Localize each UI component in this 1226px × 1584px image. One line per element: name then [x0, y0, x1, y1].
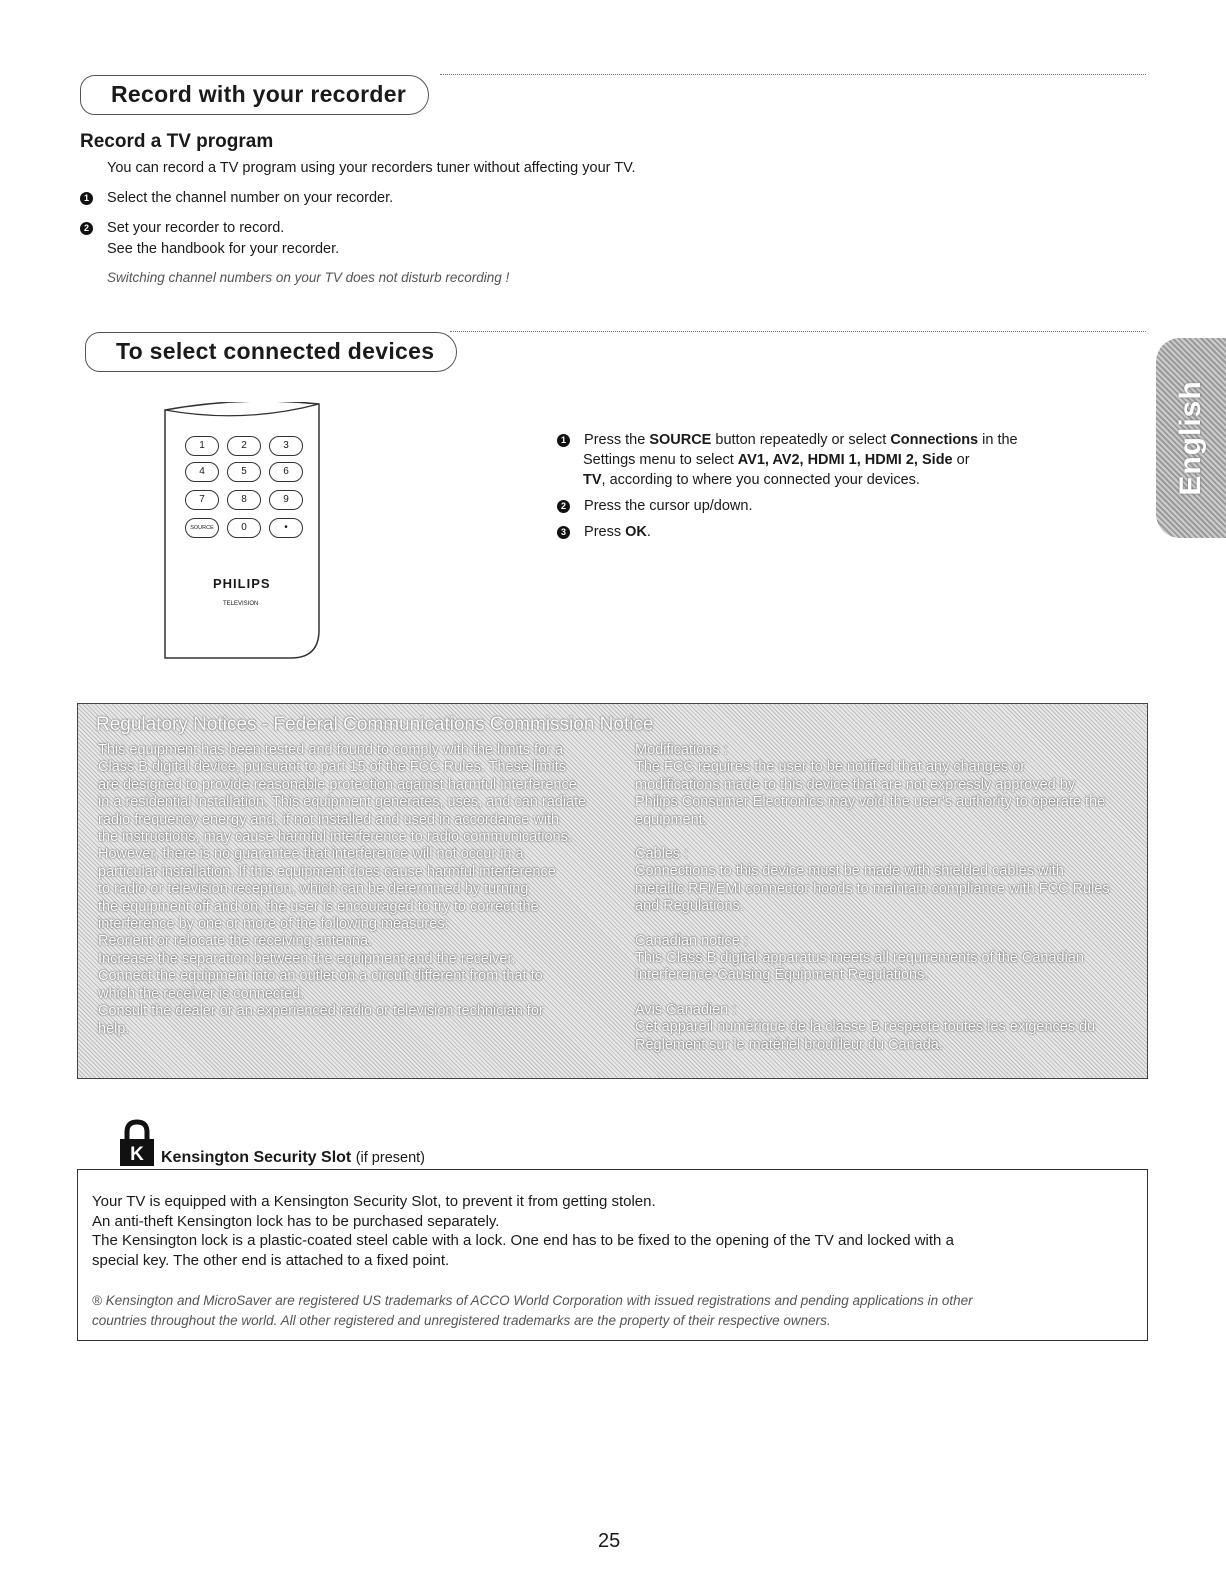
regulatory-notice-box	[77, 703, 1148, 1079]
kensington-text	[92, 1192, 1132, 1270]
key-4: 4	[185, 462, 219, 482]
reg-line: to radio or television reception, which can be determined by turning	[98, 881, 529, 898]
kensington-line: The Kensington lock is a plastic-coated steel cable with a lock. One end has to be fixed to the opening of the TV and locked with a	[92, 1232, 954, 1249]
key-9: 9	[269, 490, 303, 510]
reg-line: Connections to this device must be made with shielded cables with	[635, 863, 1064, 880]
svg-text:K: K	[130, 1144, 144, 1165]
reg-line: the instructions, may cause harmful interference to radio communications.	[98, 829, 572, 846]
step-text: button repeatedly or select	[711, 432, 891, 448]
ok-label: OK	[625, 524, 647, 540]
remote-sub: TELEVISION	[223, 601, 259, 607]
step-text: Set your recorder to record.	[107, 220, 285, 236]
trademark-line: ® Kensington and MicroSaver are registered US trademarks of ACCO World Corporation with issued registrations and pending applications in other	[92, 1293, 973, 1308]
reg-line: interference by one or more of the following measures:	[98, 916, 449, 933]
key-5: 5	[227, 462, 261, 482]
step-text: Press the cursor up/down.	[584, 498, 753, 514]
step-text: .	[646, 524, 651, 540]
reg-heading-modifications: Modifications :	[635, 742, 728, 758]
regulatory-right-column	[635, 742, 1140, 1054]
kensington-title	[161, 1149, 425, 1167]
key-6: 6	[269, 462, 303, 482]
device-step-1-line2	[583, 450, 970, 471]
reg-line: equipment.	[635, 811, 707, 828]
language-tab	[1156, 338, 1226, 538]
step-number: 1	[80, 192, 93, 205]
intro-text: You can record a TV program using your recorders tuner without affecting your TV.	[107, 160, 636, 176]
key-0: 0	[227, 518, 261, 538]
reg-line: This Class B digital apparatus meets all requirements of the Canadian	[635, 950, 1084, 967]
step-text: in the	[978, 432, 1018, 448]
regulatory-title: Regulatory Notices - Federal Communications Commission Notice	[96, 714, 654, 735]
step-number: 2	[80, 222, 93, 235]
key-1: 1	[185, 436, 219, 456]
reg-heading-avis: Avis Canadien :	[635, 1001, 737, 1018]
reg-line: The FCC requires the user to be notified that any changes or	[635, 759, 1026, 776]
reg-line: Cet appareil numérique de la classe B respecte toutes les exigences du	[635, 1019, 1096, 1036]
kensington-title-text: Kensington Security Slot	[161, 1149, 352, 1166]
remote-brand: PHILIPS	[213, 576, 271, 591]
regulatory-left-column	[98, 742, 618, 1038]
page-number: 25	[598, 1530, 621, 1552]
key-dot: •	[269, 518, 303, 538]
step-1	[80, 188, 393, 209]
reg-line: modifications made to this device that are not expressly approved by	[635, 776, 1076, 793]
reg-heading-canadian: Canadian notice :	[635, 932, 748, 949]
reg-heading-cables: Cables :	[635, 846, 689, 863]
reg-line: However, there is no guarantee that interference will not occur in a	[98, 846, 524, 863]
reg-line: This equipment has been tested and found to comply with the limits for a	[98, 742, 564, 758]
section-title-devices: To select connected devices	[85, 332, 457, 372]
section-rule	[440, 74, 1146, 75]
key-source: SOURCE	[185, 518, 219, 538]
reg-line: Increase the separation between the equipment and the receiver.	[98, 950, 516, 967]
reg-line: are designed to provide reasonable protection against harmful interference	[98, 776, 577, 793]
subtitle-record-tv: Record a TV program	[80, 131, 274, 152]
reg-line: particular installation. If this equipment does cause harmful interference	[98, 863, 556, 880]
kensington-line: Your TV is equipped with a Kensington Security Slot, to prevent it from getting stolen.	[92, 1193, 656, 1210]
step-number: 2	[557, 500, 570, 513]
recording-note: Switching channel numbers on your TV does not disturb recording !	[107, 270, 510, 285]
reg-line: and Regulations.	[635, 898, 744, 915]
reg-line: which the receiver is connected.	[98, 985, 305, 1002]
step-text: Select the channel number on your recorder.	[107, 190, 394, 206]
key-8: 8	[227, 490, 261, 510]
source-label: SOURCE	[649, 432, 712, 448]
trademark-note	[92, 1291, 1142, 1331]
reg-line: the equipment off and on, the user is encouraged to try to correct the	[98, 898, 539, 915]
kensington-line: special key. The other end is attached to a fixed point.	[92, 1251, 450, 1269]
reg-line: metallic RFI/EMI connector hoods to maintain compliance with FCC Rules	[635, 880, 1110, 897]
reg-line: Philips Consumer Electronics may void the user's authority to operate the	[635, 794, 1106, 811]
remote-control-illustration	[163, 402, 321, 660]
reg-line: help.	[98, 1020, 130, 1037]
inputs-label: AV1, AV2, HDMI 1, HDMI 2, Side	[737, 452, 953, 468]
reg-line: Class B digital device, pursuant to part 15 of the FCC Rules. These limits	[98, 759, 566, 776]
language-tab-label: English	[1174, 380, 1207, 496]
step-2	[80, 218, 284, 239]
key-7: 7	[185, 490, 219, 510]
device-step-1	[557, 430, 1018, 451]
device-step-3	[557, 522, 651, 543]
key-3: 3	[269, 436, 303, 456]
trademark-line: countries throughout the world. All other registered and unregistered trademarks are the property of their respective owners.	[92, 1313, 831, 1328]
device-step-1-line3	[583, 470, 920, 491]
reg-line: Consult the dealer or an experienced radio or television technician for	[98, 1003, 544, 1020]
step-2-sub: See the handbook for your recorder.	[107, 241, 340, 257]
reg-line: radio frequency energy and, if not installed and used in accordance with	[98, 811, 560, 828]
connections-label: Connections	[890, 432, 979, 448]
reg-line: Règlement sur le matériel brouilleur du Canada.	[635, 1036, 943, 1053]
kensington-line: An anti-theft Kensington lock has to be purchased separately.	[92, 1212, 500, 1230]
reg-line: Interference-Causing Equipment Regulations.	[635, 967, 929, 984]
reg-line: Reorient or relocate the receiving antenna.	[98, 933, 373, 950]
device-step-2	[557, 496, 752, 517]
step-text: Settings menu to select	[583, 452, 738, 468]
section-rule	[450, 331, 1146, 332]
kensington-lock-icon	[118, 1119, 156, 1167]
step-number: 3	[557, 526, 570, 539]
key-2: 2	[227, 436, 261, 456]
kensington-title-suffix: (if present)	[355, 1150, 426, 1166]
reg-line: in a residential installation. This equipment generates, uses, and can radiate	[98, 794, 587, 811]
step-number: 1	[557, 434, 570, 447]
step-text: or	[952, 452, 970, 468]
reg-line: Connect the equipment into an outlet on a circuit different from that to	[98, 968, 543, 985]
step-text: Press	[584, 524, 626, 540]
kensington-box	[77, 1169, 1148, 1341]
section-title-record: Record with your recorder	[80, 75, 429, 115]
tv-label: TV	[583, 472, 602, 488]
step-text: , according to where you connected your devices.	[601, 472, 920, 488]
step-text: Press the	[584, 432, 650, 448]
